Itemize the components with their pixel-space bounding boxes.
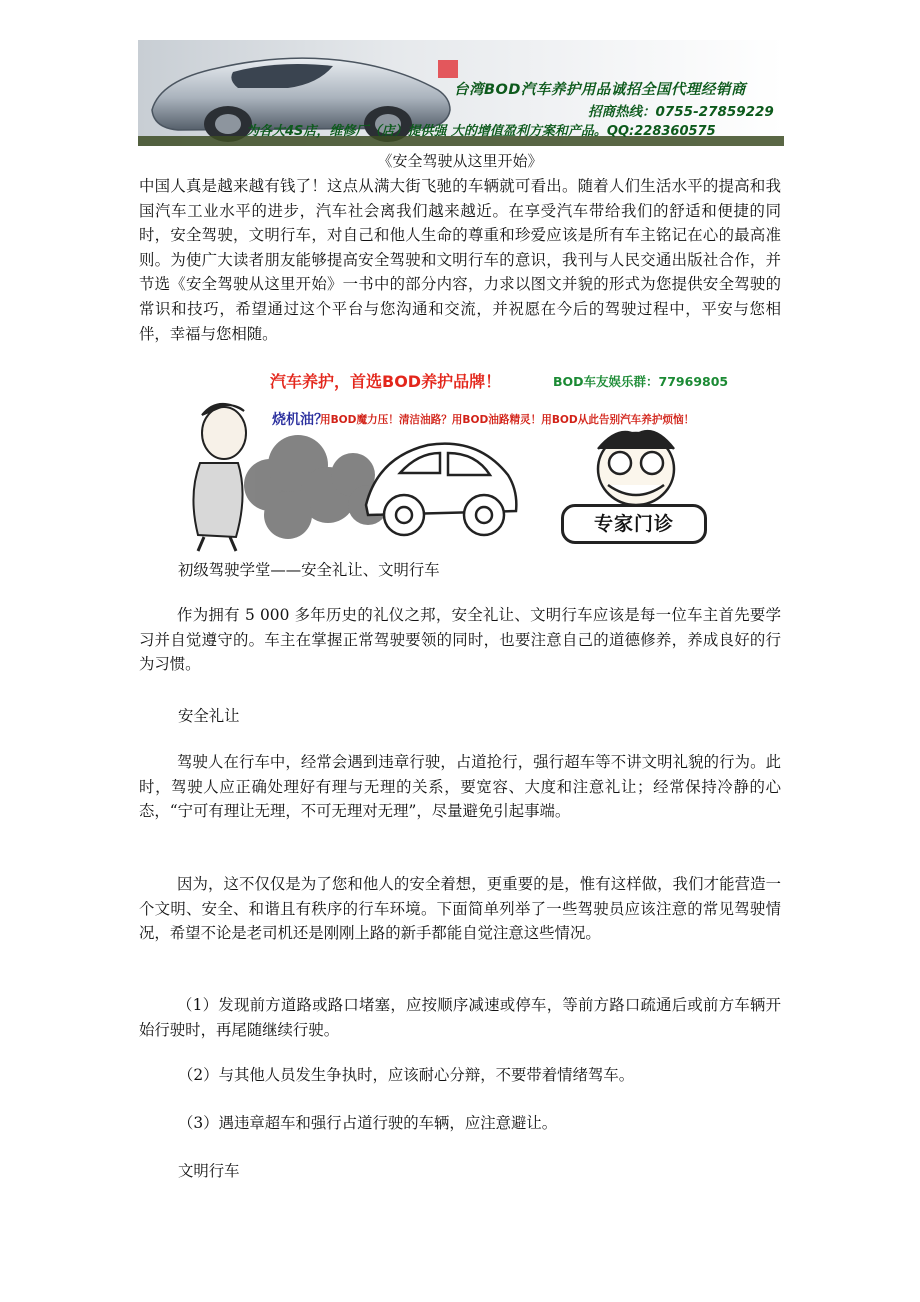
paragraph-courtesy-detail: 驾驶人在行车中，经常会遇到违章行驶，占道抢行，强行超车等不讲文明礼貌的行为。此时，驾驶人应正确处理好有理与无理的关系，要宽容、大度和注意礼让；经常保持冷静的心态，“宁可有理让无理，不可无理对无理”，尽量避免引起事端。 — [139, 753, 781, 821]
list-item-3: （3）遇违章超车和强行占道行驶的车辆，应注意避让。 — [178, 1114, 558, 1132]
expert-clinic-badge: 专家门诊 — [561, 504, 707, 544]
banner-hotline-text: 招商热线：0755-27859229 — [588, 104, 774, 120]
list-item-2: （2）与其他人员发生争执时，应该耐心分辩，不要带着情绪驾车。 — [178, 1066, 635, 1084]
paragraph-environment: 因为，这不仅仅是为了您和他人的安全着想，更重要的是，惟有这样做，我们才能营造一个文明、安全、和谐且有秩序的行车环境。下面简单列举了一些驾驶员应该注意的常见驾驶情况，希望不论是老司机还是刚刚上路的新手都能自觉注意这些情况。 — [139, 875, 781, 943]
intro-paragraph: 中国人真是越来越有钱了！这点从满大街飞驰的车辆就可看出。随着人们生活水平的提高和我国汽车工业水平的进步，汽车社会离我们越来越近。在享受汽车带给我们的舒适和便捷的同时，安全驾驶，文明行车，对自己和他人生命的尊重和珍爱应该是所有车主铭记在心的最高准则。为使广大读者朋友能够提高安全驾驶和文明行车的意识，我刊与人民交通出版社合作，并节选《安全驾驶从这里开始》一书中的部分内容，力求以图文并貌的形式为您提供安全驾驶的常识和技巧，希望通过这个平台与您沟通和交流，并祝愿在今后的驾驶过程中，平安与您相伴，幸福与您相随。 — [139, 177, 781, 343]
section-heading-civilized-driving: 文明行车 — [178, 1162, 240, 1180]
bod-advertisement — [178, 365, 782, 557]
ad-headline: 汽车养护，首选BOD养护品牌！ — [270, 372, 502, 391]
banner-offer-text: 为各大4S店，维修厂（店）提供强 大的增值盈利方案和产品。QQ:228360575 — [246, 124, 716, 139]
ad-qq-group: BOD车友娱乐群：77969805 — [553, 374, 729, 389]
ad-slogan: 用BOD魔力压！清洁油路？用BOD油路精灵！用BOD从此告别汽车养护烦恼！ — [320, 414, 695, 426]
document-title: 《安全驾驶从这里开始》 — [377, 152, 543, 170]
list-item-1: （1）发现前方道路或路口堵塞，应按顺序减速或停车，等前方路口疏通后或前方车辆开始行驶时，再尾随继续行驶。 — [139, 996, 781, 1039]
banner-recruit-text: 台湾BOD汽车养护用品诚招全国代理经销商 — [454, 82, 746, 98]
section-heading-courtesy: 安全礼让 — [178, 707, 240, 725]
header-banner — [138, 40, 784, 146]
ad-burning-oil-label: 烧机油？ — [272, 412, 328, 428]
paragraph-courtesy-intro: 作为拥有 5 000 多年历史的礼仪之邦，安全礼让、文明行车应该是每一位车主首先要学习并自觉遵守的。车主在掌握正常驾驶要领的同时，也要注意自己的道德修养，养成良好的行为习惯。 — [139, 606, 781, 674]
section-heading-basic-driving: 初级驾驶学堂——安全礼让、文明行车 — [178, 561, 440, 579]
